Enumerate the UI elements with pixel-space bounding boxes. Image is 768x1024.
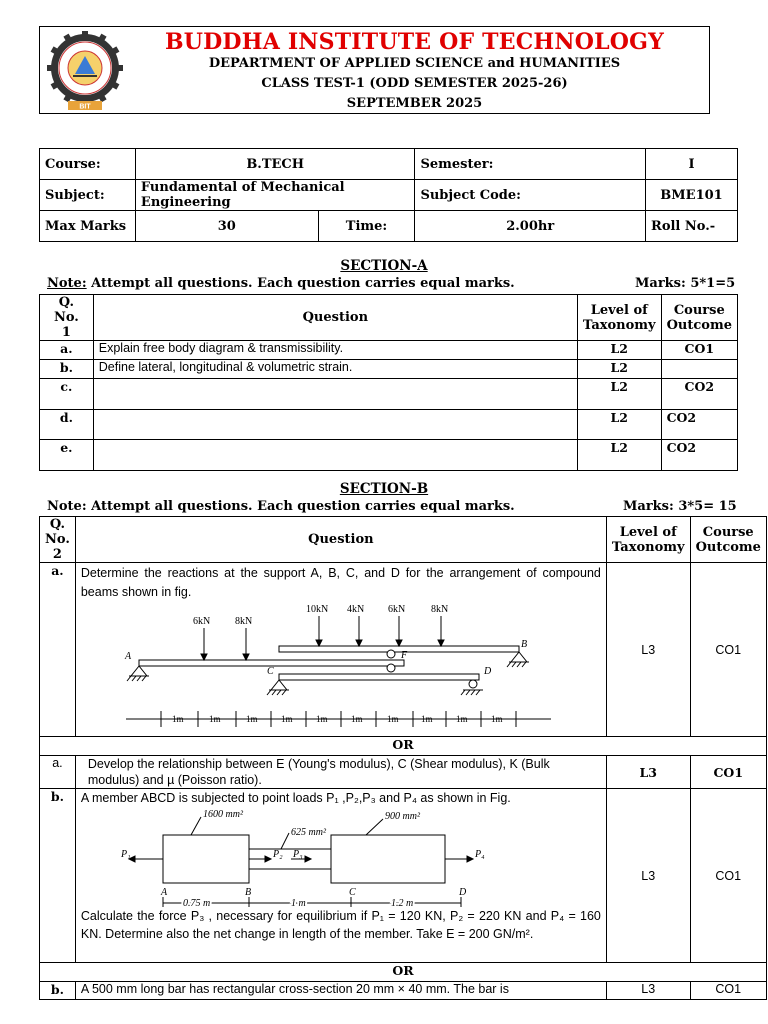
section-a-title: SECTION-A bbox=[340, 258, 428, 274]
note-label: Note: bbox=[47, 499, 87, 514]
course-value: B.TECH bbox=[135, 149, 415, 180]
question-text: Develop the relationship between E (Young's modulus), C (Shear modulus), K (Bulk modulus) and µ (Poisson ratio). bbox=[75, 756, 606, 789]
load-label: 10kN bbox=[305, 604, 329, 615]
table-row: a. Develop the relationship between E (Young's modulus), C (Shear modulus), K (Bulk modulus) and µ (Poisson ratio). L3 CO1 bbox=[40, 756, 767, 789]
exam-info-table bbox=[39, 148, 738, 242]
section-a-marks: Marks: 5*1=5 bbox=[635, 276, 736, 291]
max-marks-label: Max Marks bbox=[40, 211, 136, 242]
time-value: 2.00hr bbox=[415, 211, 646, 242]
svg-text:P₃: P₃ bbox=[292, 849, 303, 860]
svg-text:1m: 1m bbox=[350, 714, 363, 724]
svg-text:0.75 m: 0.75 m bbox=[182, 898, 211, 907]
svg-text:1m: 1m bbox=[315, 714, 328, 724]
svg-text:900 mm²: 900 mm² bbox=[384, 811, 420, 822]
exam-header bbox=[39, 26, 710, 114]
qno-header: Q. No. 2 bbox=[40, 517, 76, 563]
point-label: F bbox=[400, 650, 407, 661]
table-row: a. Explain free body diagram & transmissibility. L2 CO1 bbox=[40, 341, 738, 360]
svg-text:1m: 1m bbox=[208, 714, 221, 724]
svg-text:A: A bbox=[160, 887, 167, 898]
svg-text:P₁: P₁ bbox=[120, 849, 131, 860]
roll-no-label: Roll No.- bbox=[646, 211, 738, 242]
table-row: d. L2 CO2 bbox=[40, 410, 738, 440]
test-month: SEPTEMBER 2025 bbox=[346, 96, 483, 111]
svg-text:1m: 1m bbox=[386, 714, 399, 724]
load-label: 8kN bbox=[430, 604, 449, 615]
point-label: C bbox=[266, 666, 274, 677]
svg-text:B: B bbox=[244, 887, 251, 898]
svg-text:1m: 1m bbox=[245, 714, 258, 724]
question-text: Determine the reactions at the support A, B, C, and D for the arrangement of compound beams shown in fig. bbox=[80, 566, 601, 599]
load-label: 4kN bbox=[346, 604, 365, 615]
svg-text:1600 mm²: 1600 mm² bbox=[202, 809, 243, 820]
svg-text:C: C bbox=[348, 887, 356, 898]
outcome-header: Course Outcome bbox=[690, 517, 766, 563]
note-text: Attempt all questions. Each question carries equal marks. bbox=[86, 499, 515, 514]
question-header: Question bbox=[75, 517, 606, 563]
question-text: Explain free body diagram & transmissibility. bbox=[93, 341, 577, 360]
question-text: A member ABCD is subjected to point loads P₁ ,P₂,P₃ and P₄ as shown in Fig. bbox=[80, 791, 511, 805]
level-header: Level of Taxonomy bbox=[577, 295, 661, 341]
semester-value: I bbox=[646, 149, 738, 180]
section-b-title: SECTION-B bbox=[339, 481, 429, 497]
svg-text:1m: 1m bbox=[420, 714, 433, 724]
svg-text:P₂: P₂ bbox=[272, 849, 283, 860]
table-row: b. A 500 mm long bar has rectangular cross-section 20 mm × 40 mm. The bar is L3 CO1 bbox=[40, 982, 767, 1000]
section-b-table bbox=[39, 516, 767, 1000]
note-text: Attempt all questions. Each question carries equal marks. bbox=[86, 276, 515, 291]
qno-header: Q. No. 1 bbox=[40, 295, 94, 341]
max-marks-value: 30 bbox=[135, 211, 318, 242]
load-label: 8kN bbox=[234, 616, 253, 627]
section-a-note bbox=[47, 276, 515, 291]
section-a-table bbox=[39, 294, 738, 471]
table-row: e. L2 CO2 bbox=[40, 440, 738, 471]
outcome-header: Course Outcome bbox=[661, 295, 737, 341]
subject-code-label: Subject Code: bbox=[415, 180, 646, 211]
table-row: c. L2 CO2 bbox=[40, 379, 738, 410]
logo-abbr: BIT bbox=[79, 103, 91, 111]
time-label: Time: bbox=[318, 211, 415, 242]
department-name: DEPARTMENT OF APPLIED SCIENCE and HUMANITIES bbox=[208, 56, 621, 71]
point-label: D bbox=[483, 666, 492, 677]
note-label: Note: bbox=[47, 276, 87, 291]
or-separator: OR bbox=[40, 963, 767, 982]
subject-label: Subject: bbox=[40, 180, 136, 211]
load-label: 6kN bbox=[192, 616, 211, 627]
institute-logo bbox=[46, 31, 124, 111]
stepped-bar-figure bbox=[121, 807, 601, 907]
svg-text:1m: 1m bbox=[490, 714, 503, 724]
test-name: CLASS TEST-1 (ODD SEMESTER 2025-26) bbox=[261, 76, 568, 91]
svg-text:1.2 m: 1.2 m bbox=[390, 898, 414, 907]
section-b-marks: Marks: 3*5= 15 bbox=[623, 499, 737, 514]
section-b-note bbox=[47, 499, 515, 514]
or-separator: OR bbox=[40, 737, 767, 756]
subject-code-value: BME101 bbox=[646, 180, 738, 211]
point-label: A bbox=[124, 651, 131, 662]
table-row: b. A member ABCD is subjected to point loads P₁ ,P₂,P₃ and P₄ as shown in Fig. P₁ P₂ P₃ P₄ 1600 mm² 625 mm² 900 mm² A B C D 0.75 m 1 m 1.2 m Calculate the force P₃ , necessary for equilibrium if P₁ = 120 KN, P₂ = 220 KN and P₄ = 160 KN. Determine also the net change in length of the member. Take E = 200 GN/m². L3 CO1 bbox=[40, 789, 767, 963]
table-row: b. Define lateral, longitudinal & volumetric strain. L2 bbox=[40, 360, 738, 379]
compound-beam-figure bbox=[101, 602, 561, 732]
level-header: Level of Taxonomy bbox=[606, 517, 690, 563]
svg-text:1m: 1m bbox=[455, 714, 468, 724]
institute-name: BUDDHA INSTITUTE OF TECHNOLOGY bbox=[164, 29, 665, 55]
table-row: a. Determine the reactions at the support A, B, C, and D for the arrangement of compound beams shown in fig. A B C D F 6kN 8kN 10kN 4kN 6kN 8kN 1m 1m 1m 1m 1m 1m 1m 1m 1m 1m L3 CO1 bbox=[40, 563, 767, 737]
svg-text:1m: 1m bbox=[171, 714, 184, 724]
svg-text:1m: 1m bbox=[280, 714, 293, 724]
semester-label: Semester: bbox=[415, 149, 646, 180]
question-text: A 500 mm long bar has rectangular cross-section 20 mm × 40 mm. The bar is bbox=[75, 982, 606, 1000]
svg-text:D: D bbox=[458, 887, 467, 898]
svg-text:P₄: P₄ bbox=[474, 849, 485, 860]
point-label: B bbox=[520, 639, 527, 650]
svg-text:1 m: 1 m bbox=[290, 898, 306, 907]
question-text: Define lateral, longitudinal & volumetric strain. bbox=[93, 360, 577, 379]
course-label: Course: bbox=[40, 149, 136, 180]
question-header: Question bbox=[93, 295, 577, 341]
question-text: Calculate the force P₃ , necessary for equilibrium if P₁ = 120 KN, P₂ = 220 KN and P₄ = 160 KN. Determine also the net change in length of the member. Take E = 200 GN/m². bbox=[80, 909, 601, 941]
svg-text:625 mm²: 625 mm² bbox=[290, 827, 326, 838]
load-label: 6kN bbox=[387, 604, 406, 615]
subject-value: Fundamental of Mechanical Engineering bbox=[135, 180, 415, 211]
